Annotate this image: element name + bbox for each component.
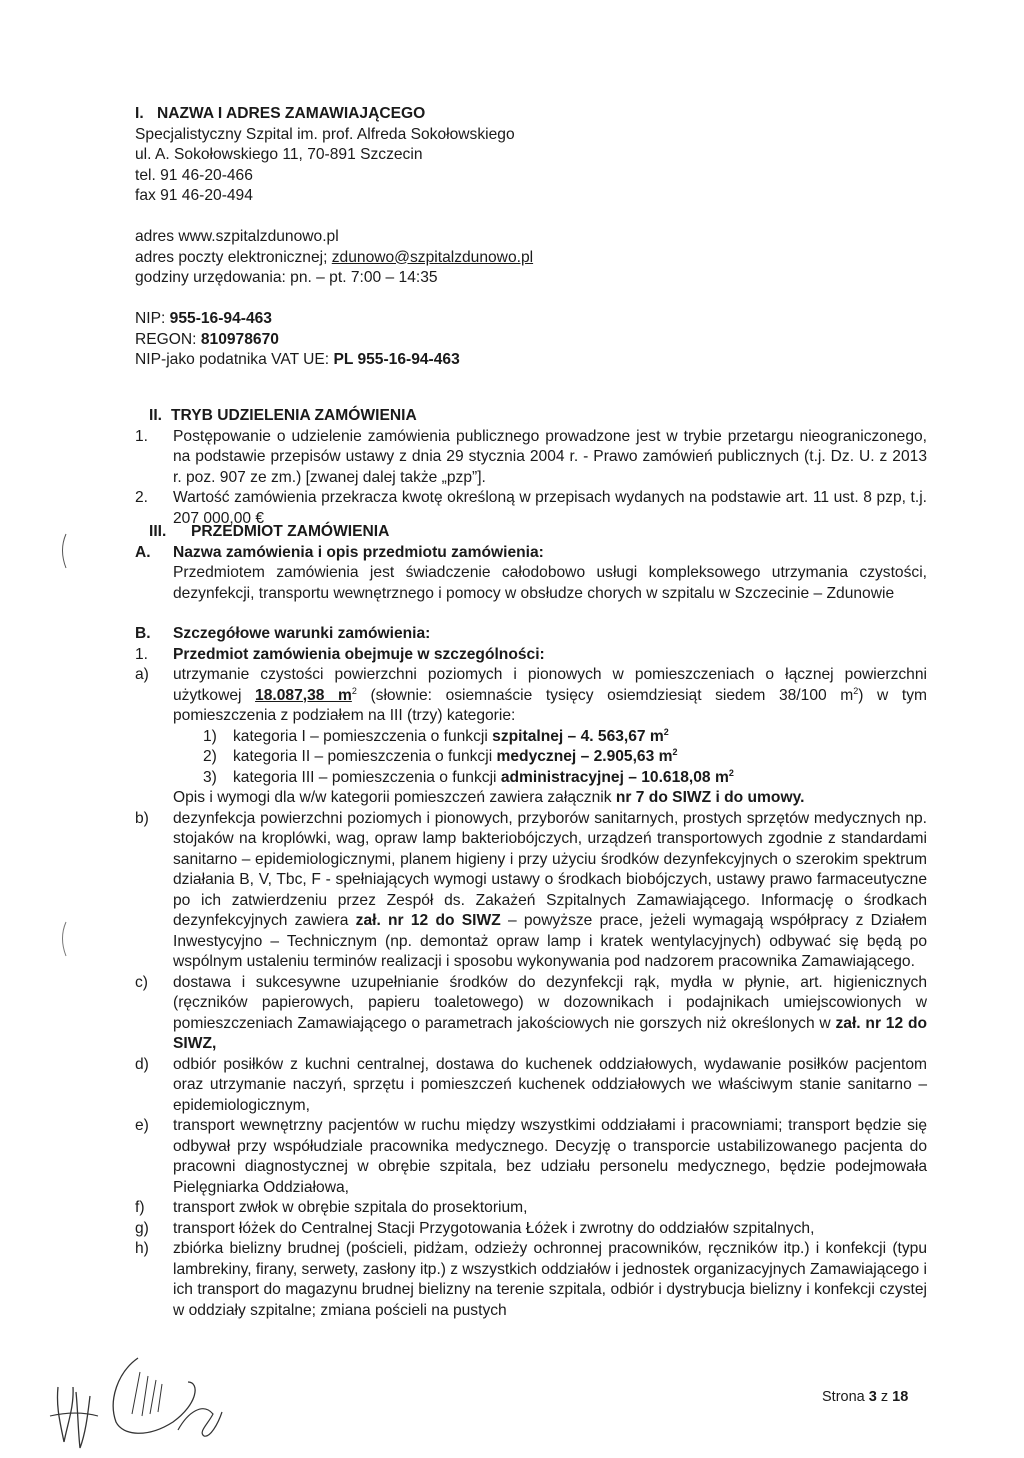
nip-line <box>135 309 755 330</box>
item-number: 1. <box>135 427 149 445</box>
item-text: Postępowanie o udzielenie zamówienia publicznego prowadzone jest w trybie przetargu nieograniczonego, na podstawie przepisów ustawy z dnia 29 stycznia 2004 r. - Prawo zamówień publicznych (t.j. Dz. U. z 2013 r. poz. 907 ze zm.) [zwanej dalej także „pzp”]. <box>173 427 927 486</box>
section-1-numeral: I. <box>135 105 144 122</box>
section-2-heading <box>135 406 927 427</box>
section-1-title: NAZWA I ADRES ZAMAWIAJĄCEGO <box>157 105 426 122</box>
item-text: transport zwłok w obrębie szpitala do prosektorium, <box>173 1199 528 1216</box>
category-text: kategoria II – pomieszczenia o funkcji medycznej – 2.905,63 $m^2$ <box>233 747 678 765</box>
contractor-name: Specjalistyczny Szpital im. prof. Alfreda Sokołowskiego <box>135 125 515 143</box>
margin-bracket-mark <box>56 920 70 960</box>
nip-label: NIP: <box>135 310 170 327</box>
regon-line <box>135 330 755 351</box>
section-contractor <box>135 104 755 371</box>
scope-item-e <box>135 1116 927 1198</box>
part-a-heading <box>135 543 927 564</box>
scope-item-b <box>135 809 927 973</box>
scope-item-f <box>135 1198 927 1219</box>
item-letter: e) <box>135 1117 149 1134</box>
section-2-numeral: II. <box>149 407 162 424</box>
vat-value: PL 955-16-94-463 <box>333 351 460 368</box>
item-letter: g) <box>135 1219 149 1237</box>
section-1-heading <box>135 104 755 125</box>
category-text: kategoria III – pomieszczenia o funkcji administracyjnej – 10.618,08 $m^2$ <box>233 767 734 786</box>
category-number: 3) <box>203 768 217 786</box>
total-area: 18.087,38 m <box>255 686 352 704</box>
item-letter: d) <box>135 1055 149 1073</box>
item-letter: f) <box>135 1199 145 1216</box>
page-number: Strona 3 z 18 <box>822 1389 909 1405</box>
contractor-email-line <box>135 248 755 269</box>
vat-line <box>135 350 755 371</box>
category-item <box>203 747 927 768</box>
email-label: adres poczty elektronicznej; <box>135 248 332 266</box>
item-text: Wartość zamówienia przekracza kwotę określoną w przepisach wydanych na podstawie art. 11 ust. 8 pzp, t.j. 207 000,00 € <box>173 489 927 527</box>
handwritten-signature <box>28 1352 228 1452</box>
item-letter: b) <box>135 809 149 827</box>
section-3-title: PRZEDMIOT ZAMÓWIENIA <box>191 523 390 540</box>
procedure-item <box>135 427 927 489</box>
regon-label: REGON: <box>135 330 201 348</box>
contractor-fax: fax 91 46-20-494 <box>135 187 253 204</box>
category-note: Opis i wymogi dla w/w kategorii pomieszczeń zawiera załącznik nr 7 do SIWZ i do umowy. <box>173 789 805 806</box>
section-procedure <box>135 406 927 529</box>
regon-value: 810978670 <box>200 330 279 348</box>
current-page: 3 <box>868 1389 877 1405</box>
category-item <box>203 768 927 789</box>
item-letter: a) <box>135 666 149 683</box>
part-a-title: Nazwa zamówienia i opis przedmiotu zamówienia: <box>173 543 544 561</box>
margin-bracket-mark <box>56 532 70 572</box>
contractor-street: ul. A. Sokołowskiego 11, 70-891 Szczecin <box>135 146 423 163</box>
item-letter: h) <box>135 1240 149 1257</box>
section-2-title: TRYB UDZIELENIA ZAMÓWIENIA <box>171 407 417 424</box>
scope-item-g <box>135 1219 927 1240</box>
item-text: odbiór posiłków z kuchni centralnej, dostawa do kuchenek oddziałowych, wydawanie posiłków pacjentom oraz utrzymanie naczyń, sprzętu i pomieszczeń kuchenek oddziałowych we właściwym stanie sanitarno – epidemiologicznym, <box>173 1055 927 1114</box>
item-letter: c) <box>135 973 148 991</box>
part-a-letter: A. <box>135 543 151 561</box>
item-text: transport łóżek do Centralnej Stacji Przygotowania Łóżek i zwrotny do oddziałów szpitalnych, <box>173 1219 815 1237</box>
vat-label: NIP-jako podatnika VAT UE: <box>135 351 334 368</box>
scope-item-h <box>135 1239 927 1321</box>
part-b-item1-heading <box>135 645 927 666</box>
email-link[interactable]: zdunowo@szpitalzdunowo.pl <box>331 248 534 266</box>
category-item <box>203 727 927 748</box>
item-text: zbiórka bielizny brudnej (pościeli, pidżam, odzieży ochronnej pracowników, ręczników itp.) i konfekcji (typu lambrekiny, firany, serwety, zasłony itp.) z wszystkich oddziałów i jednostek organizacyjnych Zamawiającego i ich transport do magazynu brudnej bielizny na terenie szpitala, odbiór i dystrybucja bielizny i konfekcji czystej w oddziały szpitalne; zmiana pościeli na pustych <box>173 1240 927 1319</box>
item-text: transport wewnętrzny pacjentów w ruchu między wszystkimi oddziałami i pracowniami; transport będzie się odbywał przy współudziale pracownika medycznego. Decyzję o transporcie ustabilizowanego pacjenta do pracowni diagnostycznej w obrębie szpitala, bez udziału personelu medycznego, będzie podejmowała Pielęgniarka Oddziałowa, <box>173 1117 927 1196</box>
part-a-text: Przedmiotem zamówienia jest świadczenie całodobowo usługi kompleksowego utrzymania czystości, dezynfekcji, transportu wewnętrznego i pomocy w obsłudze chorych w szpitalu w Szczecinie – Zdunowie <box>173 564 927 602</box>
part-b-heading <box>135 624 927 645</box>
scope-item-d <box>135 1055 927 1117</box>
part-b-item1-title: Przedmiot zamówienia obejmuje w szczególności: <box>173 645 545 663</box>
category-number: 1) <box>203 727 217 745</box>
item-number: 2. <box>135 489 149 506</box>
scope-item-c <box>135 973 927 1055</box>
item-text: dezynfekcja powierzchni poziomych i pionowych, przyborów sanitarnych, prostych sprzętów medycznych np. stojaków na kroplówki, wag, opraw lamp bakteriobójczych, urządzeń transportowych zgodnie z standardami sanitarno – epidemiologicznymi, planem higieny i przy użyciu środków dezynfekcyjnych o szerokim spektrum działania B, V, Tbc, F - spełniających wymogi ustawy o środkach biobójczych, ustawy prawo farmaceutyczne po ich zatwierdzeniu przez Zespół ds. Zakażeń Szpitalnych Zamawiającego. Informację o środkach dezynfekcyjnych zawiera zał. nr 12 do SIWZ – powyższe prace, jeżeli wymagają współpracy z Działem Inwestycyjno – Technicznym (np. demontaż opraw lamp i kratek wentylacyjnych) odbywać się będą po wspólnym ustaleniu terminów realizacji i sposobu wykonywania pod nadzorem pracownika Zamawiającego. <box>173 809 927 970</box>
item-text: utrzymanie czystości powierzchni poziomych i pionowych w pomieszczeniach o łącznej powierzchni użytkowej 18.087,38 $m^2$ (słownie: osiemnaście tysięcy osiemdziesiąt siedem 38/100 $m^2$) w tym pomieszczenia z podziałem na III (trzy) kategorie: <box>173 666 927 724</box>
office-hours: godziny urzędowania: pn. – pt. 7:00 – 14:35 <box>135 269 438 286</box>
contractor-phone: tel. 91 46-20-466 <box>135 166 253 184</box>
section-subject <box>135 522 927 1321</box>
nip-value: 955-16-94-463 <box>169 310 272 327</box>
total-pages: 18 <box>892 1389 909 1405</box>
section-3-numeral: III. <box>149 523 167 540</box>
part-b-title: Szczegółowe warunki zamówienia: <box>173 625 431 642</box>
item-text: dostawa i sukcesywne uzupełnianie środków do dezynfekcji rąk, mydła w płynie, art. higienicznych (ręczników papierowych, papieru toaletowego) w dozownikach i podajnikach umiejscowionych w pomieszczeniach Zamawiającego o parametrach jakościowych nie gorszych niż określonych w zał. nr 12 do SIWZ, <box>173 973 927 1052</box>
part-b-letter: B. <box>135 625 151 642</box>
scope-item-a <box>135 665 927 727</box>
part-b-item1-number: 1. <box>135 645 149 663</box>
contractor-website: adres www.szpitalzdunowo.pl <box>135 228 339 245</box>
category-text: kategoria I – pomieszczenia o funkcji szpitalnej – 4. 563,67 $m^2$ <box>233 726 669 745</box>
section-3-heading <box>135 522 927 543</box>
category-list <box>135 727 927 789</box>
category-number: 2) <box>203 748 217 765</box>
